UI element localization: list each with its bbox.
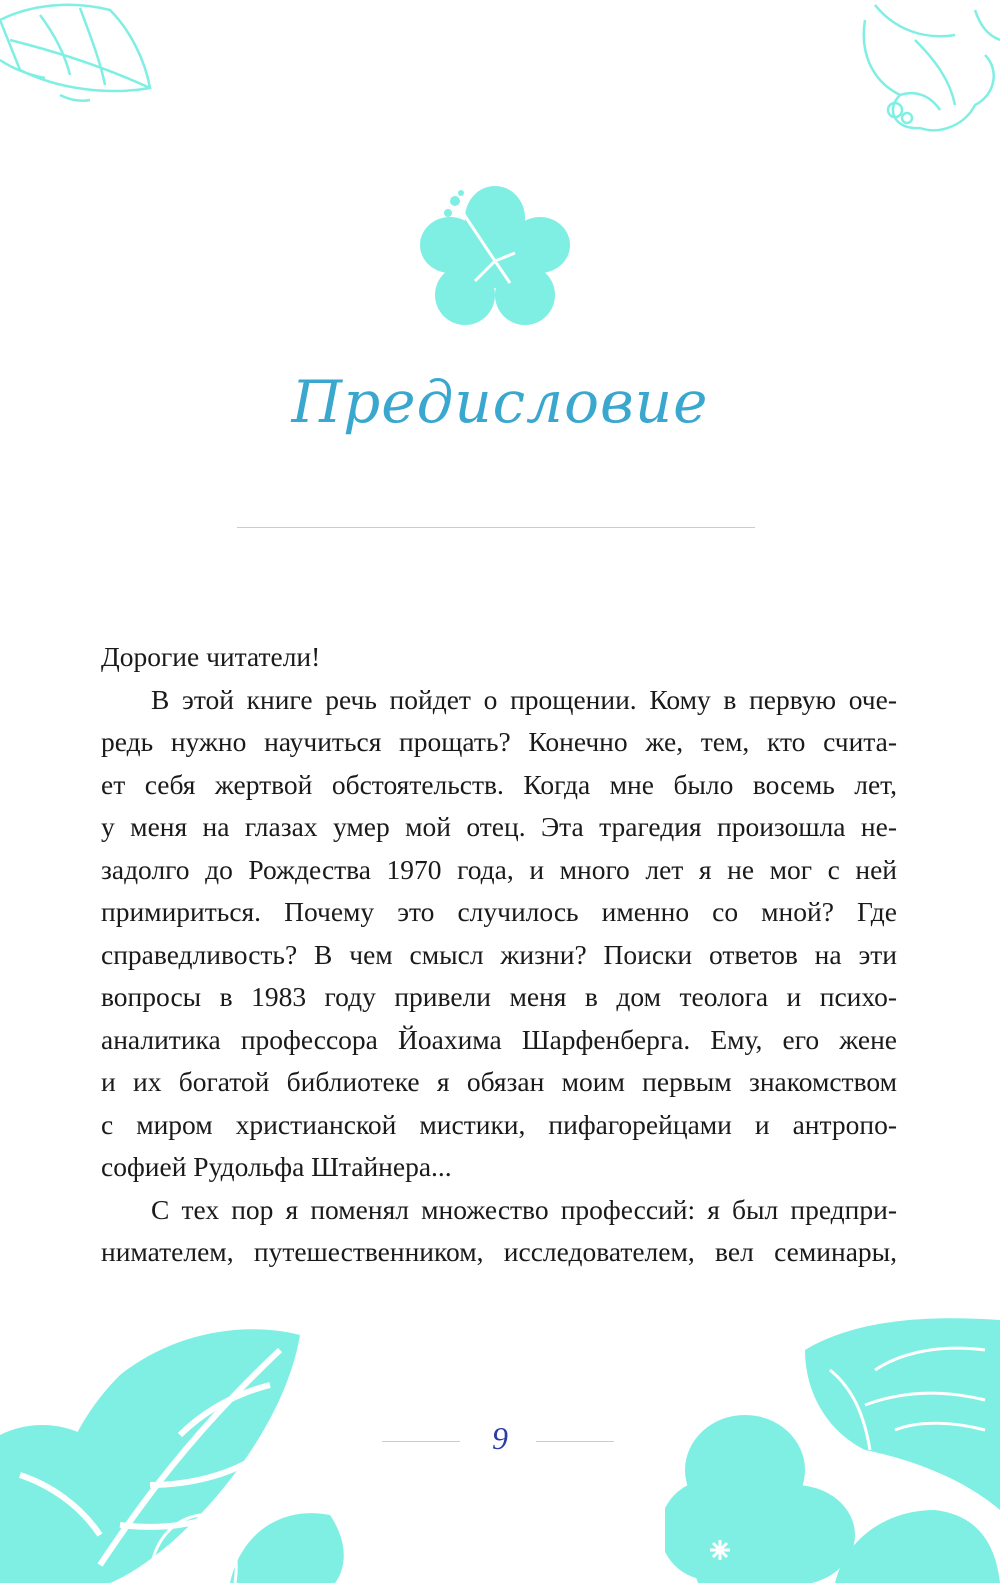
text-line: нимателем, путешественником, исследователем, вел семинары, xyxy=(101,1236,897,1267)
text-line: с миром христианской мистики, пифагорейцами и антропо- xyxy=(101,1108,897,1140)
text-line: редь нужно научиться прощать? Конечно же, тем, кто счита- xyxy=(101,726,897,757)
page-title: Предисловие xyxy=(291,368,709,436)
body-text xyxy=(101,636,897,1274)
text-line: вопросы в 1983 году привели меня в дом теолога и психо- xyxy=(101,981,897,1012)
text-line: у меня на глазах умер мой отец. Эта трагедия произошла не- xyxy=(101,811,897,842)
text-line: С тех пор я поменял множество профессий: я был предпри- xyxy=(151,1193,897,1225)
paragraph xyxy=(101,679,897,1189)
leaf-outline-top-left-icon xyxy=(0,0,160,110)
page-number: 9 xyxy=(492,1420,508,1456)
hibiscus-outline-top-right-icon xyxy=(855,0,1000,140)
paragraph xyxy=(101,1189,897,1274)
text-line: софией Рудольфа Штайнера... xyxy=(101,1151,452,1182)
text-line: ет себя жертвой обстоятельств. Когда мне было восемь лет, xyxy=(101,768,897,800)
title-divider xyxy=(237,527,755,528)
greeting: Дорогие читатели! xyxy=(101,641,321,672)
text-line: примириться. Почему это случилось именно со мной? Где xyxy=(101,896,897,927)
hibiscus-flower-icon xyxy=(415,183,575,333)
text-line: В этой книге речь пойдет о прощении. Кому в первую оче- xyxy=(151,683,897,715)
text-line: справедливость? В чем смысл жизни? Поиски ответов на эти xyxy=(101,938,897,970)
text-line: и их богатой библиотеке я обязан моим первым знакомством xyxy=(101,1066,897,1097)
text-line: аналитика профессора Йоахима Шарфенберга. Ему, его жене xyxy=(101,1023,897,1055)
text-line: задолго до Рождества 1970 года, и много лет я не мог с ней xyxy=(101,853,897,885)
